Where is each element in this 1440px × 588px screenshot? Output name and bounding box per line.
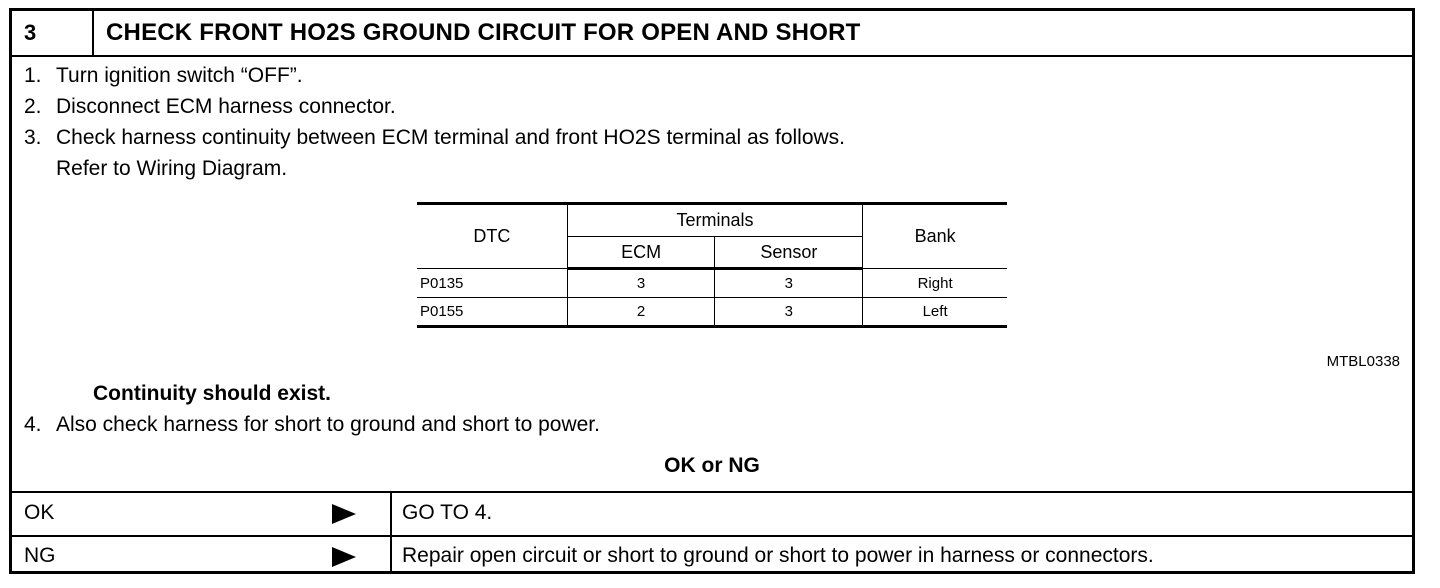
step-item-text: Turn ignition switch “OFF”. <box>56 64 303 87</box>
result-label-ng: NG <box>24 544 56 567</box>
step-item-number: 1. <box>24 64 42 87</box>
step-item <box>24 411 600 439</box>
table-row <box>417 298 1007 327</box>
table-cell-sensor: 3 <box>715 298 863 327</box>
step-number: 3 <box>12 11 94 55</box>
divider <box>390 535 392 574</box>
step-item-text: Also check harness for short to ground and short to power. <box>56 413 600 436</box>
table-cell-sensor: 3 <box>715 269 863 298</box>
procedure-header <box>12 11 1412 57</box>
step-item-number: 4. <box>24 413 42 436</box>
table-header-bank: Bank <box>863 204 1007 269</box>
table-cell-dtc: P0155 <box>417 298 567 327</box>
step-item-number: 2. <box>24 95 42 118</box>
divider <box>390 491 392 535</box>
step-item <box>24 124 845 152</box>
continuity-condition: Continuity should exist. <box>93 382 332 405</box>
table-cell-ecm: 2 <box>567 298 715 327</box>
step-item-text: Check harness continuity between ECM terminal and front HO2S terminal as follows. <box>56 126 846 149</box>
table-row <box>417 269 1007 298</box>
step-item <box>24 93 396 121</box>
table-header-dtc: DTC <box>417 204 567 269</box>
table-cell-ecm: 3 <box>567 269 715 298</box>
step-note: Refer to Wiring Diagram. <box>56 157 288 180</box>
terminal-table <box>417 202 1007 328</box>
divider <box>12 535 1412 537</box>
figure-code: MTBL0338 <box>1326 353 1400 370</box>
table-cell-bank: Right <box>863 269 1007 298</box>
step-item-text: Disconnect ECM harness connector. <box>56 95 396 118</box>
diagnostic-procedure-box <box>9 8 1415 574</box>
step-item <box>24 62 303 90</box>
table-header-terminals: Terminals <box>567 204 863 237</box>
table-header-sensor: Sensor <box>715 237 863 269</box>
table-cell-bank: Left <box>863 298 1007 327</box>
table-header-ecm: ECM <box>567 237 715 269</box>
result-action-ok: GO TO 4. <box>402 501 493 524</box>
result-action-ng: Repair open circuit or short to ground or short to power in harness or connectors. <box>402 544 1154 567</box>
table-cell-dtc: P0135 <box>417 269 567 298</box>
divider <box>12 491 1412 493</box>
step-item-number: 3. <box>24 126 42 149</box>
result-heading: OK or NG <box>664 454 760 477</box>
procedure-title: CHECK FRONT HO2S GROUND CIRCUIT FOR OPEN AND SHORT <box>106 19 861 46</box>
right-arrow-icon <box>332 547 356 567</box>
right-arrow-icon <box>332 504 356 524</box>
result-label-ok: OK <box>24 501 55 524</box>
